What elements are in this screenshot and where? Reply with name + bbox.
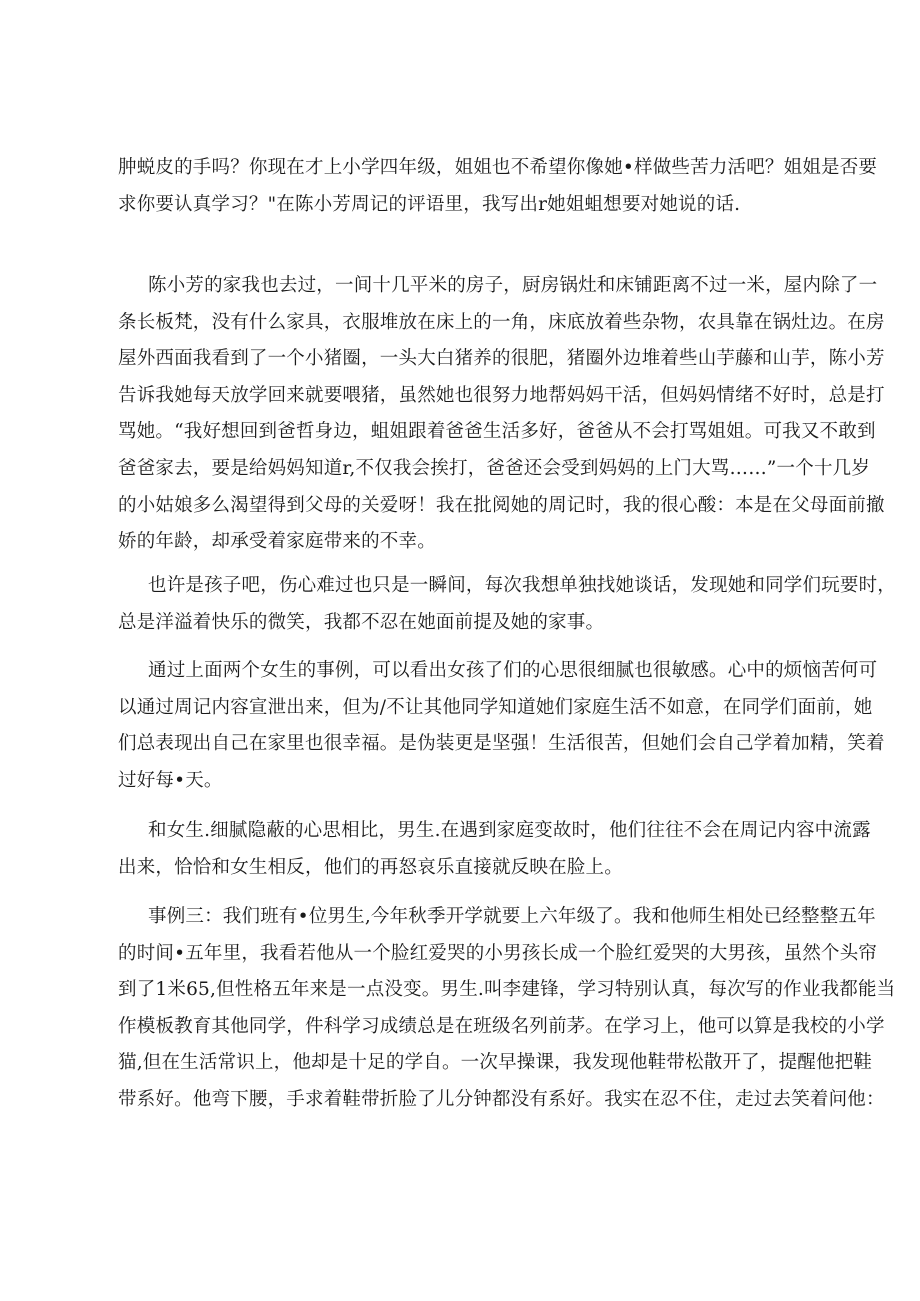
paragraph-5 (118, 813, 871, 886)
text-line: 出来，恰恰和女生相反，他们的再怒哀乐直接就反映在脸上。 (118, 856, 623, 878)
text-line: 通过上面两个女生的事例，可以看出女孩了们的心思很细腻也很敏感。心中的烦恼苦何可 (148, 660, 878, 681)
paragraph-3 (118, 568, 897, 641)
text-line: 肿蜕皮的手吗？你现在才上小学四年级，姐姐也不希望你像她•样做些苦力活吧？姐姐是否要 (118, 157, 878, 178)
paragraph-2 (118, 268, 885, 561)
text-line: 爸爸家去，要是给妈妈知道r,不仅我会挨打，爸爸还会受到妈妈的上门大骂……”一个十几岁 (118, 457, 871, 479)
text-line: 和女生.细腻隐蔽的心思相比，男生.在遇到家庭变故时，他们往往不会在周记内容中流露 (148, 820, 871, 841)
text-line: 带系好。他弯下腰，手求着鞋带折脸了儿分钟都没有系好。我实在忍不住，走过去笑着问他： (118, 1088, 885, 1110)
text-line: 求你要认真学习？"在陈小芳周记的评语里，我写出r她姐蛆想要对她说的话. (118, 193, 741, 215)
text-line: 以通过周记内容宣泄出来，但为/不让其他同学知道她们家庭生活不如意，在同学们面前，她 (118, 696, 873, 718)
text-line: 作模板教育其他同学，件科学习成绩总是在班级名列前茅。在学习上，他可以算是我校的小学 (118, 1015, 885, 1037)
text-line: 也许是孩子吧，伤心难过也只是一瞬间，每次我想单独找她谈话，发现她和同学们玩要时， (148, 575, 897, 596)
text-line: 条长板梵，没有什么家具，衣服堆放在床上的一角，床底放着些杂物，农具靠在锅灶边。在房 (118, 311, 885, 333)
text-line: 娇的年龄，却承受着家庭带来的不幸。 (118, 531, 436, 553)
text-line: 骂她。“我好想回到爸哲身边，蛆姐跟着爸爸生活多好，爸爸从不会打骂姐姐。可我又不敢到 (118, 421, 876, 443)
paragraph-1 (118, 150, 878, 223)
text-line: 陈小芳的家我也去过，一间十几平米的房子，厨房锅灶和床铺距离不过一米，屋内除了一 (148, 275, 878, 296)
text-line: 的小姑娘多么渴望得到父母的关爱呀！我在批阅她的周记时，我的很心酸：本是在父母面前撤 (118, 494, 885, 516)
text-line: 们总表现出自己在家里也很幸福。是伪装更是坚强！生活很苦，但她们会自己学着加精，笑着 (118, 733, 885, 755)
text-line: 屋外西面我看到了一个小猪圈，一头大白猪养的很肥，猪圈外边堆着些山芋藤和山芋，陈小芳 (118, 348, 885, 370)
text-line: 猫,但在生活常识上，他却是十足的学自。一次早操课，我发现他鞋带松散开了，提醒他把鞋 (118, 1052, 873, 1074)
text-line: 过好每•天。 (118, 769, 223, 791)
text-line: 到了1米65,但性格五年来是一点没变。男生.叫李建锋，学习特别认真，每次写的作业我都能当 (118, 979, 896, 1001)
paragraph-4 (118, 653, 885, 799)
text-line: 告诉我她每天放学回来就要喂猪，虽然她也很努力地帮妈妈干活，但妈妈情绪不好时，总是打 (118, 384, 885, 406)
text-line: 事例三：我们班有•位男生,今年秋季开学就要上六年级了。我和他师生相处已经整整五年 (148, 906, 876, 927)
text-line: 总是洋溢着快乐的微笑，我都不忍在她面前提及她的家事。 (118, 611, 605, 633)
text-line: 的时间•五年里，我看若他从一个脸红爱哭的小男孩长成一个脸红爱哭的大男孩，虽然个头帘 (118, 942, 878, 964)
paragraph-6 (118, 899, 896, 1119)
